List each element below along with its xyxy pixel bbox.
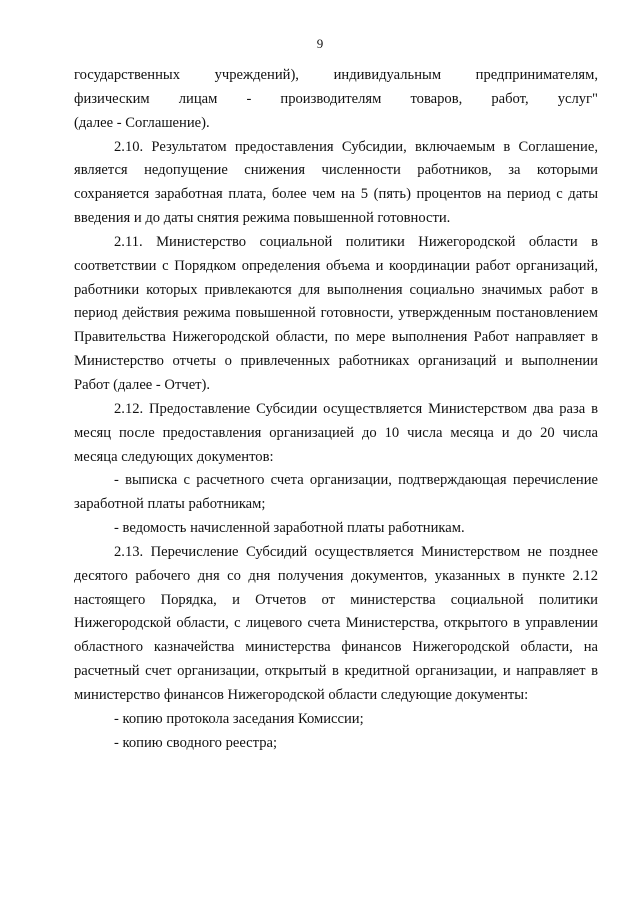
paragraph-2-10: 2.10. Результатом предоставления Субсидии, включаемым в Соглашение, является недопущение снижения численности работников, за которыми сохраняется заработная плата, более чем на 5 (пять) процентов на период с даты введения и до даты снятия режима повышенной готовности. — [74, 138, 598, 227]
paragraph-2-12: 2.12. Предоставление Субсидии осуществляется Министерством два раза в месяц после предоставления организацией до 10 числа месяца и до 20 числа месяца следующих документов: — [74, 400, 598, 465]
paragraph-continuation-line-1: государственных учреждений), индивидуальным предпринимателям, — [74, 67, 598, 83]
paragraph-2-13: 2.13. Перечисление Субсидий осуществляется Министерством не позднее десятого рабочего дня со дня получения документов, указанных в пункте 2.12 настоящего Порядка, и Отчетов от министерства социальной политики Нижегородской области, с лицевого счета Министерства, открытого в управлении областного казначейства министерства финансов Нижегородской области, на расчетный счет организации, открытый в кредитной организации, и направляет в министерство финансов Нижегородской области следующие документы: — [74, 543, 598, 703]
list-item-bank-statement: - выписка с расчетного счета организации, подтверждающая перечисление заработной платы работникам; — [74, 472, 598, 513]
document-body — [74, 64, 598, 755]
list-item-payroll-statement: - ведомость начисленной заработной платы работникам. — [114, 520, 465, 537]
page-number: 9 — [316, 36, 324, 51]
paragraph-continuation-line-3: (далее - Соглашение). — [74, 114, 210, 131]
paragraph-continuation-line-2: физическим лицам - производителям товаров, работ, услуг" — [74, 90, 598, 107]
list-item-summary-register: - копию сводного реестра; — [114, 734, 278, 751]
list-item-commission-protocol: - копию протокола заседания Комиссии; — [114, 710, 364, 727]
paragraph-2-11: 2.11. Министерство социальной политики Нижегородской области в соответствии с Порядком определения объема и координации работ организаций, работники которых привлекаются для выполнения социально значимых работ в период действия режима повышенной готовности, утвержденным постановлением Правительства Нижегородской области, по мере выполнения Работ направляет в Министерство отчеты о привлеченных работниках организаций и выполнении Работ (далее - Отчет). — [74, 233, 598, 393]
